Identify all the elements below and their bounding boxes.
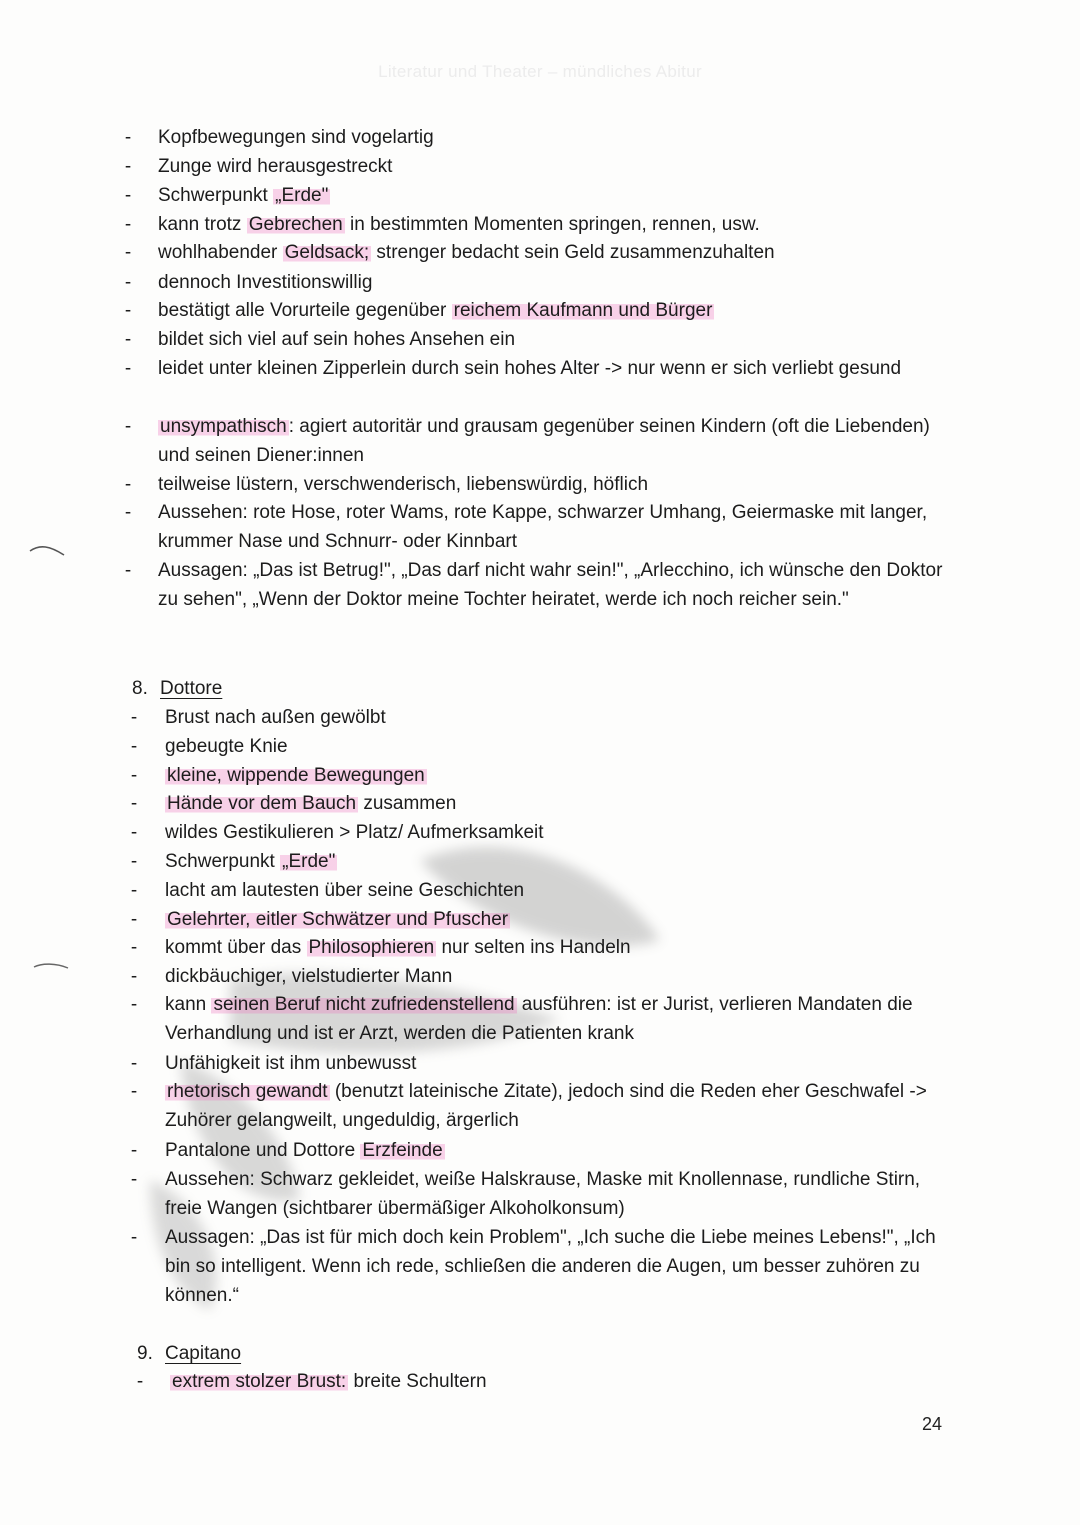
text-run: strenger bedacht sein Geld zusammenzuhalten — [371, 242, 775, 263]
list-item-text — [158, 325, 960, 354]
bullet-dash: - — [124, 474, 132, 495]
bullet-dash: - — [136, 1371, 144, 1392]
text-run: Unfähigkeit ist ihm unbewusst — [165, 1053, 417, 1074]
bullet-dash: - — [130, 937, 138, 958]
section-title: Dottore — [160, 678, 223, 699]
highlighted-text: „Erde" — [275, 185, 329, 206]
text-run: zusammen — [358, 793, 457, 814]
text-run: kann — [165, 994, 212, 1015]
bullet-dash: - — [130, 966, 138, 987]
bullet-dash: - — [130, 736, 138, 757]
list-item-text — [158, 470, 960, 499]
text-run: dennoch Investitionswillig — [158, 272, 373, 293]
highlighted-text: Geldsack; — [284, 242, 370, 263]
bullet-dash: - — [130, 765, 138, 786]
bullet-dash: - — [124, 329, 132, 350]
highlighted-text: reichem Kaufmann und Bürger — [453, 300, 713, 321]
list-item-text — [158, 412, 960, 470]
bullet-dash: - — [124, 560, 132, 581]
bullet-dash: - — [124, 156, 132, 177]
bullet-dash: - — [130, 1169, 138, 1190]
bullet-dash: - — [124, 358, 132, 379]
list-item-text — [165, 1077, 960, 1135]
list-item-text — [158, 181, 960, 210]
text-run: : agiert autoritär und grausam gegenüber seinen Kindern (oft die Liebenden) und seinen Diener:innen — [158, 416, 930, 466]
list-item-text — [158, 296, 960, 325]
list-item-text — [165, 1165, 960, 1223]
bullet-dash: - — [130, 1140, 138, 1161]
section-9-heading — [137, 1339, 241, 1368]
list-item-text — [165, 1223, 960, 1310]
list-item-text — [165, 761, 960, 790]
bullet-dash: - — [124, 242, 132, 263]
highlighted-text: Erzfeinde — [362, 1140, 443, 1161]
highlighted-text: unsympathisch — [160, 416, 287, 437]
text-run: Pantalone und Dottore — [165, 1140, 361, 1161]
bullet-dash: - — [124, 416, 132, 437]
page-header: Literatur und Theater – mündliches Abitur — [378, 62, 702, 81]
list-item-text — [165, 703, 960, 732]
list-item-text — [158, 498, 960, 556]
bullet-dash: - — [124, 127, 132, 148]
bullet-dash: - — [124, 214, 132, 235]
highlighted-text: seinen Beruf nicht zufriedenstellend — [213, 994, 515, 1015]
bullet-dash: - — [130, 880, 138, 901]
section-8-heading — [132, 674, 222, 703]
bullet-dash: - — [130, 994, 138, 1015]
bullet-dash: - — [130, 822, 138, 843]
text-run: Brust nach außen gewölbt — [165, 707, 386, 728]
text-run: Aussehen: rote Hose, roter Wams, rote Kappe, schwarzer Umhang, Geiermaske mit langer, krummer Nase und Schnurr- oder Kinnbart — [158, 502, 928, 552]
list-item-text — [165, 933, 960, 962]
list-item-text — [165, 876, 960, 905]
list-item-text — [165, 789, 960, 818]
bullet-dash: - — [130, 1227, 138, 1248]
bullet-dash: - — [124, 272, 132, 293]
list-item-text — [158, 152, 960, 181]
text-run: dickbäuchiger, vielstudierter Mann — [165, 966, 453, 987]
text-run: kommt über das — [165, 937, 307, 958]
bullet-dash: - — [130, 793, 138, 814]
highlighted-text: Gelehrter, eitler Schwätzer und Pfuscher — [167, 909, 509, 930]
text-run: wildes Gestikulieren > Platz/ Aufmerksamkeit — [165, 822, 544, 843]
text-run: bestätigt alle Vorurteile gegenüber — [158, 300, 452, 321]
section-title: Capitano — [165, 1343, 242, 1364]
list-item-text — [165, 1049, 960, 1078]
list-item-text — [170, 1367, 960, 1396]
list-item-text — [158, 238, 960, 267]
bullet-dash: - — [130, 851, 138, 872]
text-run: in bestimmten Momenten springen, rennen, usw. — [344, 214, 760, 235]
text-run: ausführen: ist er Jurist, verlieren Mandaten die Verhandlung und ist er Arzt, werden die Patienten krank — [165, 994, 913, 1044]
text-run: Kopfbewegungen sind vogelartig — [158, 127, 434, 148]
text-run: Zunge wird herausgestreckt — [158, 156, 393, 177]
highlighted-text: Philosophieren — [308, 937, 435, 958]
page-number: 24 — [921, 1414, 942, 1434]
text-run: lacht am lautesten über seine Geschichten — [165, 880, 525, 901]
list-item-text — [165, 732, 960, 761]
highlighted-text: Hände vor dem Bauch — [167, 793, 357, 814]
bullet-dash: - — [130, 1081, 138, 1102]
highlighted-text: Gebrechen — [248, 214, 343, 235]
list-item-text — [165, 1136, 960, 1165]
text-run: breite Schultern — [348, 1371, 487, 1392]
bullet-dash: - — [130, 909, 138, 930]
list-item-text — [165, 905, 960, 934]
list-item-text — [158, 556, 960, 614]
section-number: 8. — [132, 678, 148, 699]
text-run: nur selten ins Handeln — [436, 937, 631, 958]
bullet-dash: - — [130, 1053, 138, 1074]
text-run: teilweise lüstern, verschwenderisch, liebenswürdig, höflich — [158, 474, 649, 495]
text-run: gebeugte Knie — [165, 736, 288, 757]
highlighted-text: kleine, wippende Bewegungen — [167, 765, 425, 786]
text-run: Schwerpunkt — [158, 185, 274, 206]
text-run: (benutzt lateinische Zitate), jedoch sind die Reden eher Geschwafel -> Zuhörer gelangweilt, ungeduldig, ärgerlich — [165, 1081, 927, 1131]
highlighted-text: rhetorisch gewandt — [167, 1081, 328, 1102]
text-run: kann trotz — [158, 214, 247, 235]
list-item-text — [165, 990, 960, 1048]
list-item-text — [158, 210, 960, 239]
bullet-dash: - — [124, 300, 132, 321]
margin-mark-1 — [28, 542, 68, 558]
highlighted-text: „Erde" — [282, 851, 336, 872]
bullet-dash: - — [124, 502, 132, 523]
text-run: wohlhabender — [158, 242, 283, 263]
list-item-text — [158, 268, 960, 297]
text-run: leidet unter kleinen Zipperlein durch sein hohes Alter -> nur wenn er sich verliebt gesund — [158, 358, 902, 379]
section-number: 9. — [137, 1343, 153, 1364]
bullet-dash: - — [124, 185, 132, 206]
margin-mark-2 — [32, 960, 72, 972]
bullet-dash: - — [130, 707, 138, 728]
list-item-text — [165, 818, 960, 847]
list-item-text — [165, 847, 960, 876]
text-run: bildet sich viel auf sein hohes Ansehen ein — [158, 329, 516, 350]
text-run: Schwerpunkt — [165, 851, 281, 872]
text-run: Aussehen: Schwarz gekleidet, weiße Halskrause, Maske mit Knollennase, rundliche Stirn, freie Wangen (sichtbarer übermäßiger Alkoholkonsum) — [165, 1169, 921, 1219]
list-item-text — [165, 962, 960, 991]
list-item-text — [158, 123, 960, 152]
list-item-text — [158, 354, 960, 383]
text-run: Aussagen: „Das ist für mich doch kein Problem", „Ich suche die Liebe meines Lebens!", „Ich bin so intelligent. Wenn ich rede, schließen die anderen die Augen, um besser zuhören zu können.“ — [165, 1227, 936, 1306]
highlighted-text: extrem stolzer Brust: — [172, 1371, 347, 1392]
text-run: Aussagen: „Das ist Betrug!", „Das darf nicht wahr sein!", „Arlecchino, ich wünsche den Doktor zu sehen", „Wenn der Doktor meine Tochter heiratet, werde ich noch reicher sein." — [158, 560, 943, 610]
